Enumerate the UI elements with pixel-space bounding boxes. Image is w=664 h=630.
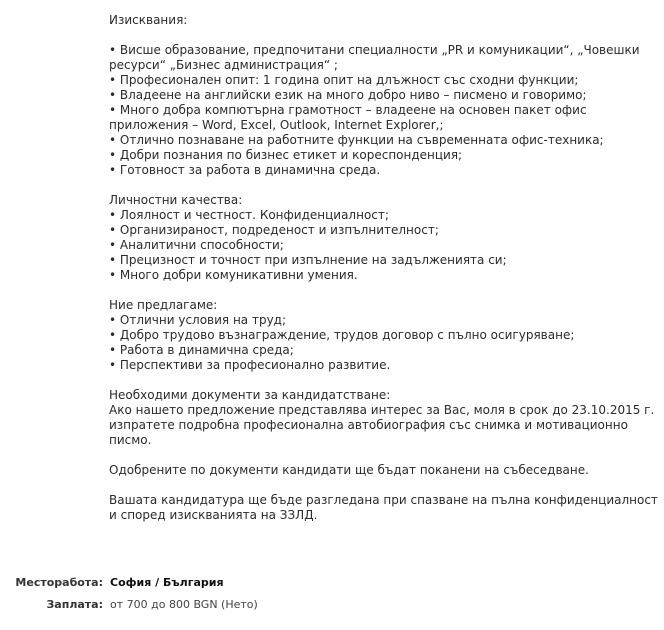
- location-value: София / България: [110, 576, 224, 589]
- offer-item: • Отлични условия на труд;: [109, 313, 287, 327]
- requirements-heading: Изисквания:: [109, 13, 188, 27]
- requirement-item: • Професионален опит: 1 година опит на длъжност със сходни функции;: [109, 73, 579, 87]
- salary-value: от 700 до 800 BGN (Нето): [110, 598, 258, 611]
- confidentiality-note: Вашата кандидатура ще бъде разгледана при спазване на пълна конфиденциалност и според изискванията на ЗЗЛД.: [109, 493, 658, 522]
- requirement-item: • Много добра компютърна грамотност – владеене на основен пакет офис приложения – Word, Excel, Outlook, Internet Explorer,;: [109, 103, 587, 132]
- requirement-item: • Владеене на английски език на много добро ниво – писмено и говоримо;: [109, 88, 587, 102]
- requirement-item: • Готовност за работа в динамична среда.: [109, 163, 381, 177]
- offer-item: • Перспективи за професионално развитие.: [109, 358, 391, 372]
- documents-heading: Необходими документи за кандидатстване:: [109, 388, 391, 402]
- offer-heading: Ние предлагаме:: [109, 298, 218, 312]
- personal-quality-item: • Организираност, подреденост и изпълнителност;: [109, 223, 439, 237]
- documents-text: Ако нашето предложение представлява интерес за Вас, моля в срок до 23.10.2015 г. изпратете подробна професионална автобиография със снимка и мотивационно писмо.: [109, 403, 655, 447]
- offer-item: • Работа в динамична среда;: [109, 343, 294, 357]
- personal-qualities-heading: Личностни качества:: [109, 193, 243, 207]
- requirement-item: • Отлично познаване на работните функции на съвременната офис-техника;: [109, 133, 604, 147]
- personal-quality-item: • Прецизност и точност при изпълнение на задълженията си;: [109, 253, 507, 267]
- personal-quality-item: • Лоялност и честност. Конфиденциалност;: [109, 208, 389, 222]
- location-label: Месторабота:: [15, 576, 103, 589]
- personal-quality-item: • Аналитични способности;: [109, 238, 284, 252]
- approved-candidates-note: Одобрените по документи кандидати ще бъдат поканени на събеседване.: [109, 463, 589, 477]
- personal-quality-item: • Много добри комуникативни умения.: [109, 268, 358, 282]
- salary-label: Заплата:: [46, 598, 103, 611]
- job-description: [109, 13, 659, 523]
- requirement-item: • Висше образование, предпочитани специалности „PR и комуникации“, „Човешки ресурси“ „Бизнес администрация“ ;: [109, 43, 640, 72]
- requirement-item: • Добри познания по бизнес етикет и кореспонденция;: [109, 148, 463, 162]
- offer-item: • Добро трудово възнаграждение, трудов договор с пълно осигуряване;: [109, 328, 575, 342]
